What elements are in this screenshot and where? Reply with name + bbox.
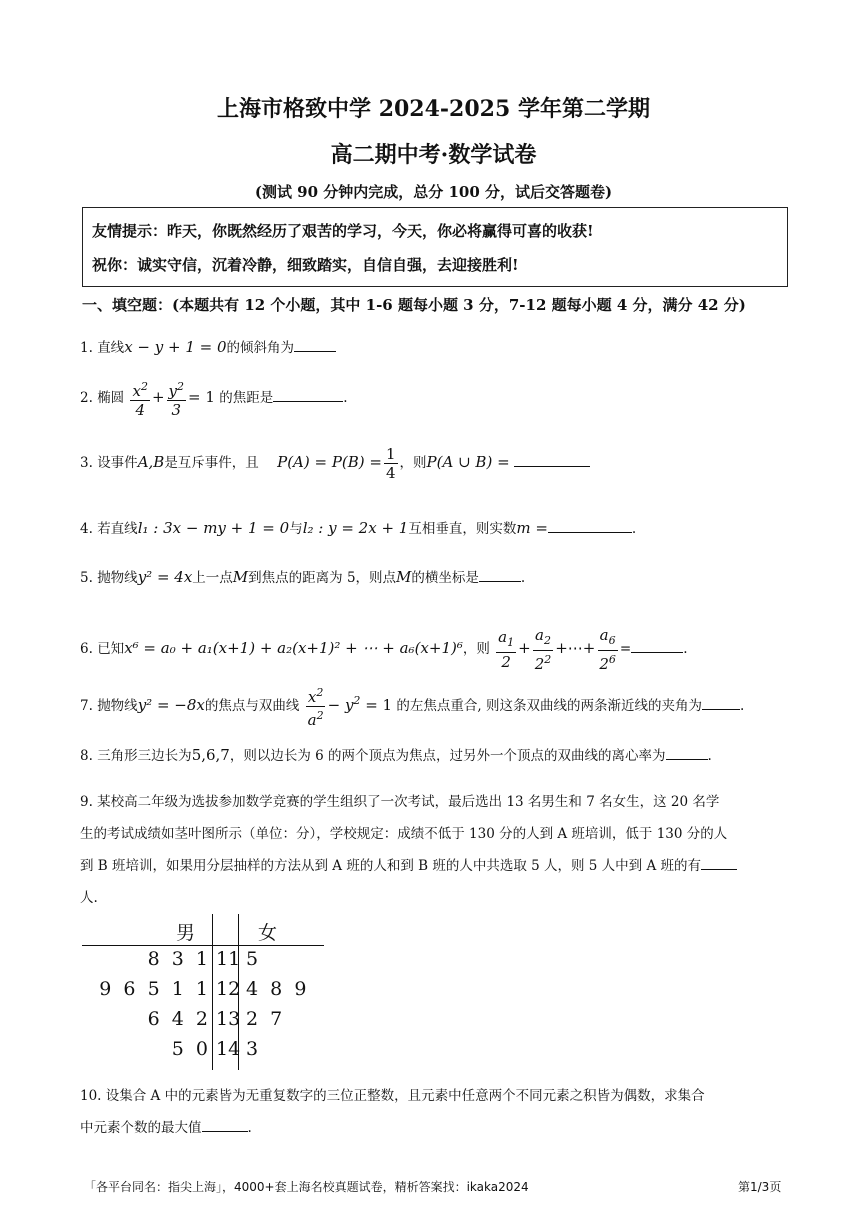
stemleaf-row-right: 2 7: [246, 1008, 283, 1030]
q9-line-2: 生的考试成绩如茎叶图所示（单位：分），学校规定：成绩不低于 130 分的人到 A 班培训，低于 130 分的人: [80, 826, 728, 842]
stemleaf-row-stem: 12: [216, 978, 241, 1000]
exam-note: (测试 90 分钟内完成，总分 100 分，试后交答题卷): [254, 183, 613, 201]
question-5: 5. 抛物线y² = 4x上一点M到焦点的距离为 5，则点M的横坐标是 .: [80, 568, 526, 586]
answer-blank-1: [294, 337, 336, 352]
question-4: 4. 若直线l₁ : 3x − my + 1 = 0与l₂ : y = 2x + 1互相垂直，则实数m = .: [80, 519, 637, 537]
q2-frac-y: $\frac{y^2}{3}$: [168, 380, 185, 419]
answer-blank-7: [702, 695, 740, 710]
answer-blank-4: [548, 518, 632, 533]
q10-line-1: 10. 设集合 A 中的元素皆为无重复数字的三位正整数，且元素中任意两个不同元素之积皆为偶数，求集合: [80, 1088, 705, 1104]
footer-text: 「各平台同名：指尖上海」，4000+套上海名校真题试卷，精析答案找：ikaka2024: [84, 1180, 529, 1194]
q1-equation: x − y + 1 = 0: [124, 338, 227, 356]
exam-title: 上海市格致中学 2024-2025 学年第二学期: [217, 96, 650, 122]
stemleaf-male-label: 男: [176, 922, 196, 944]
question-6: 6. 已知x⁶ = a₀ + a₁(x+1) + a₂(x+1)² + ⋯ + a₆(x+1)⁶，则 $\frac{a_1}{2}$ + $\frac{a_2}{2^2}$ +⋯+ $\frac{a_6}{2^6}$ = .: [80, 626, 688, 673]
question-2: 2. 椭圆 $\frac{x^2}{4}$ + $\frac{y^2}{3}$ = 1 的焦距是 .: [80, 380, 348, 419]
q9-line-4: 人.: [80, 890, 98, 906]
answer-blank-10: [202, 1117, 248, 1132]
question-1: 1. 直线x − y + 1 = 0的倾斜角为: [80, 337, 336, 358]
answer-blank-6: [631, 638, 683, 653]
stemleaf-row-left: 6 4 2: [147, 1008, 208, 1030]
stemleaf-row-right: 3: [246, 1038, 259, 1060]
stemleaf-header-rule: [82, 945, 324, 946]
stemleaf-row-right: 5: [246, 948, 259, 970]
exam-subtitle: 高二期中考·数学试卷: [330, 142, 537, 168]
answer-blank-8: [666, 745, 708, 760]
q9-line-1: 9. 某校高二年级为选拔参加数学竞赛的学生组织了一次考试，最后选出 13 名男生和 7 名女生，这 20 名学: [80, 794, 720, 810]
stemleaf-divider-left: [212, 914, 213, 1070]
stemleaf-row-stem: 11: [216, 948, 241, 970]
stem-leaf-plot: [82, 914, 324, 1070]
q2-frac-x: $\frac{x^2}{4}$: [132, 380, 148, 419]
stemleaf-row-stem: 14: [216, 1038, 241, 1060]
stemleaf-row-stem: 13: [216, 1008, 241, 1030]
page-number: 第1/3页: [738, 1180, 782, 1194]
tips-box: [82, 207, 788, 287]
answer-blank-2: [273, 387, 343, 402]
answer-blank-5: [479, 567, 521, 582]
stemleaf-row-left: 8 3 1: [147, 948, 208, 970]
stemleaf-female-label: 女: [258, 922, 278, 944]
stemleaf-row-left: 9 6 5 1 1: [99, 978, 208, 1000]
tips-line-1: 友情提示：昨天，你既然经历了艰苦的学习，今天，你必将赢得可喜的收获!: [92, 222, 594, 240]
question-10: [80, 1080, 790, 1144]
answer-blank-3: [514, 452, 590, 467]
q10-line-2: 中元素个数的最大值 .: [80, 1112, 790, 1144]
answer-blank-9: [701, 855, 737, 870]
section-heading: 一、填空题：(本题共有 12 个小题，其中 1-6 题每小题 3 分，7-12 题每小题 4 分，满分 42 分): [82, 296, 746, 314]
tips-line-2: 祝你：诚实守信，沉着冷静，细致踏实，自信自强，去迎接胜利!: [92, 256, 519, 274]
question-3: 3. 设事件A,B是互斥事件，且 P(A) = P(B) = $\frac{1}{4}$ ，则P(A ∪ B) =: [80, 445, 590, 482]
question-7: 7. 抛物线y² = −8x的焦点与双曲线 $\frac{x^2}{a^2}$ − $y^2 = 1$ 的左焦点重合, 则这条双曲线的两条渐近线的夹角为 .: [80, 686, 745, 729]
q3-frac: $\frac{1}{4}$: [386, 445, 396, 482]
question-8: 8. 三角形三边长为5,6,7，则以边长为 6 的两个顶点为焦点，过另外一个顶点的双曲线的离心率为 .: [80, 746, 712, 764]
stemleaf-row-left: 5 0: [171, 1038, 208, 1060]
q9-line-3: 到 B 班培训，如果用分层抽样的方法从到 A 班的人和到 B 班的人中共选取 5 人，则 5 人中到 A 班的有: [80, 850, 790, 882]
stemleaf-row-right: 4 8 9: [246, 978, 307, 1000]
question-9: [80, 786, 790, 914]
